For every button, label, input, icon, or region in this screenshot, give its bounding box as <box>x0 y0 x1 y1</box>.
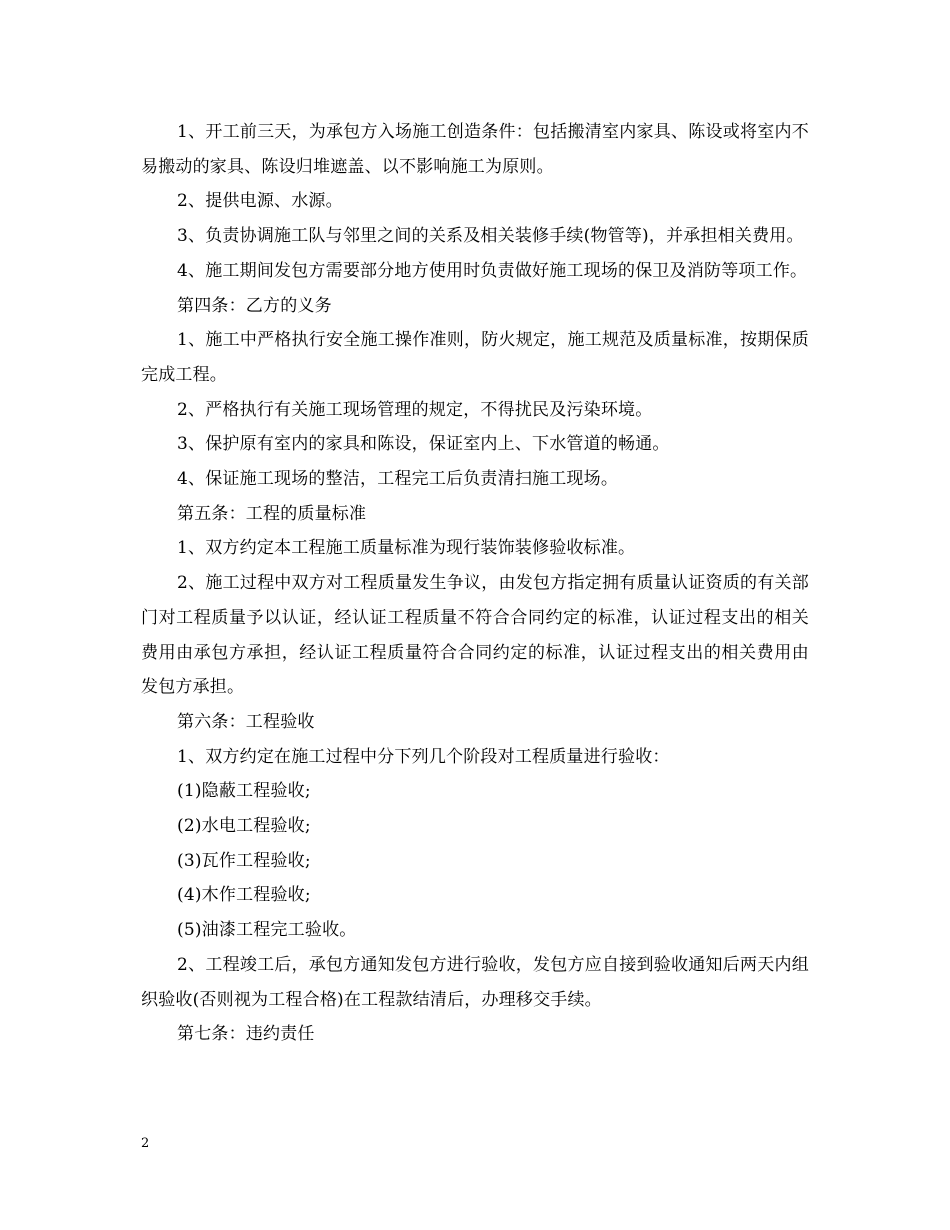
paragraph: 1、双方约定在施工过程中分下列几个阶段对工程质量进行验收： <box>177 746 670 767</box>
section-heading: 第六条：工程验收 <box>177 711 315 732</box>
paragraph: 1、施工中严格执行安全施工操作准则，防火规定，施工规范及质量标准，按期保质完成工程。 <box>141 330 809 385</box>
paragraph: 3、负责协调施工队与邻里之间的关系及相关装修手续(物管等)，并承担相关费用。 <box>177 226 804 247</box>
list-item: (4)木作工程验收; <box>177 885 311 906</box>
paragraph: 4、保证施工现场的整洁，工程完工后负责清扫施工现场。 <box>177 469 619 490</box>
section-heading: 第四条：乙方的义务 <box>177 295 332 316</box>
paragraph: 1、开工前三天，为承包方入场施工创造条件：包括搬清室内家具、陈设或将室内不易搬动的家具、陈设归堆遮盖、以不影响施工为原则。 <box>141 122 809 177</box>
section-heading: 第五条：工程的质量标准 <box>177 503 367 524</box>
page-number: 2 <box>141 1136 150 1151</box>
list-item: (2)水电工程验收; <box>177 816 311 837</box>
document-body <box>141 115 809 1052</box>
paragraph: 2、工程竣工后，承包方通知发包方进行验收，发包方应自接到验收通知后两天内组织验收(否则视为工程合格)在工程款结清后，办理移交手续。 <box>141 954 809 1010</box>
paragraph: 2、严格执行有关施工现场管理的规定，不得扰民及污染环境。 <box>177 399 653 420</box>
list-item: (1)隐蔽工程验收; <box>177 781 311 802</box>
paragraph: 4、施工期间发包方需要部分地方使用时负责做好施工现场的保卫及消防等项工作。 <box>177 260 808 281</box>
list-item: (3)瓦作工程验收; <box>177 850 311 871</box>
paragraph: 3、保护原有室内的家具和陈设，保证室内上、下水管道的畅通。 <box>177 434 670 455</box>
list-item: (5)油漆工程完工验收。 <box>177 920 357 941</box>
section-heading: 第七条：违约责任 <box>177 1024 315 1045</box>
paragraph: 2、施工过程中双方对工程质量发生争议，由发包方指定拥有质量认证资质的有关部门对工程质量予以认证，经认证工程质量不符合合同约定的标准，认证过程支出的相关费用由承包方承担，经认证工程质量符合合同约定的标准，认证过程支出的相关费用由发包方承担。 <box>141 573 809 698</box>
paragraph: 1、双方约定本工程施工质量标准为现行装饰装修验收标准。 <box>177 538 636 559</box>
paragraph: 2、提供电源、水源。 <box>177 191 343 212</box>
